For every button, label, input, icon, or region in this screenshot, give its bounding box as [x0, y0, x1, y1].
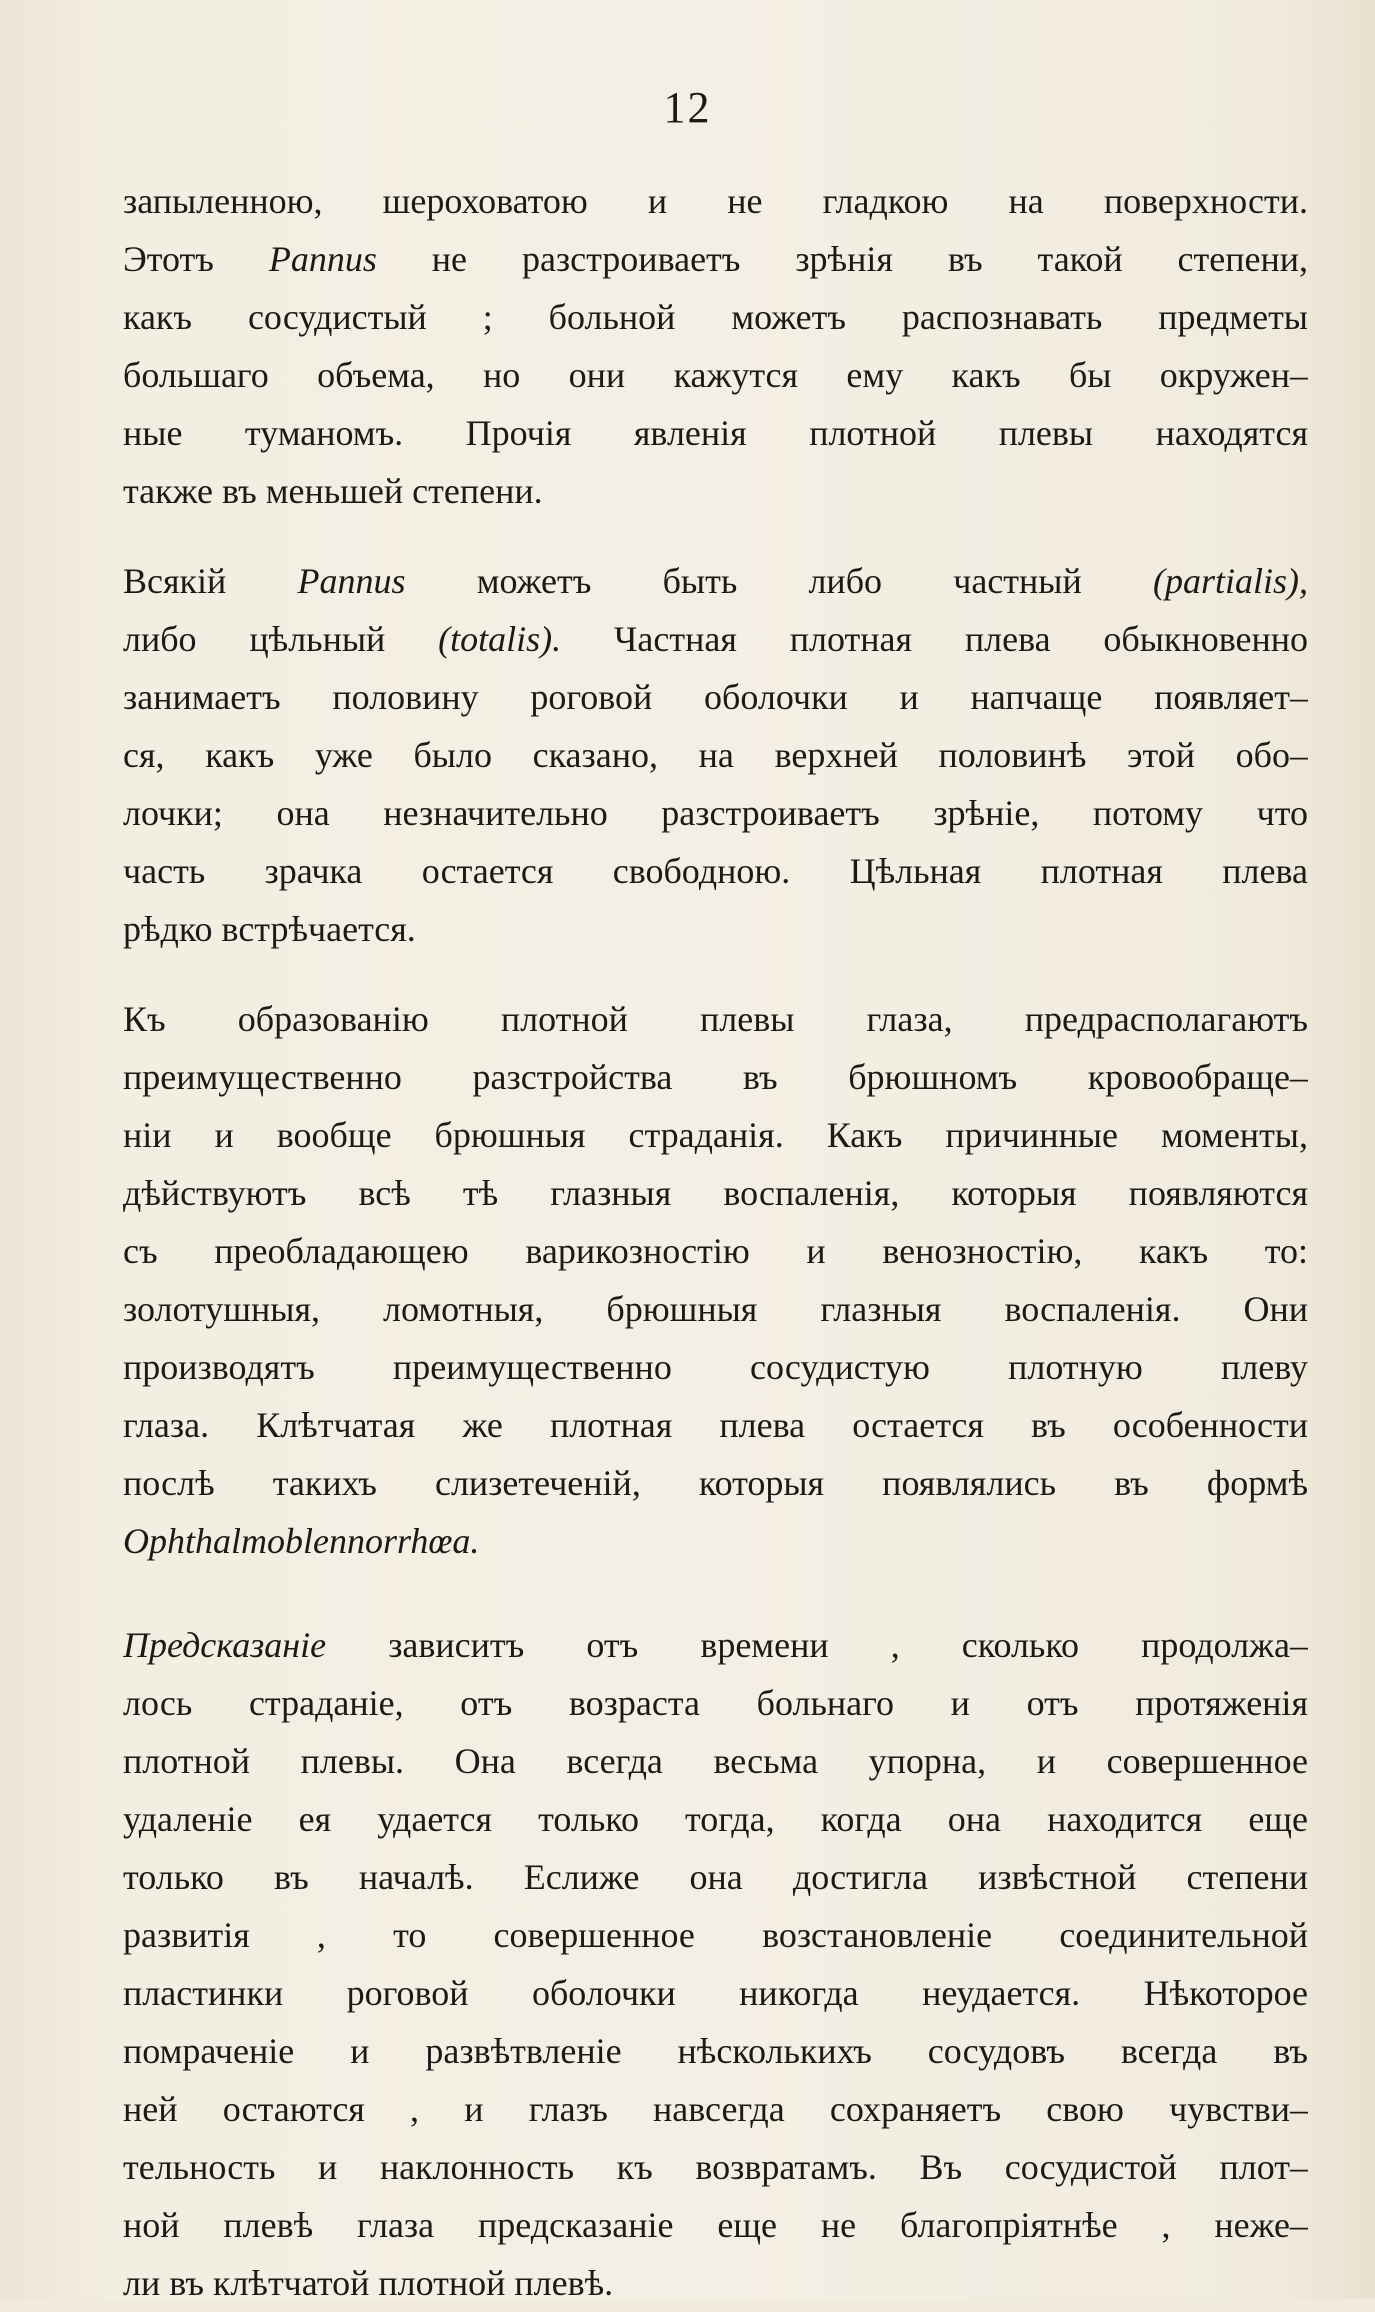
text-line	[123, 1396, 1308, 1454]
text-line	[123, 1616, 1308, 1674]
text-line	[123, 900, 1308, 958]
text-run: тельность и наклонность къ возвратамъ. Въ сосудистой плот–	[123, 2147, 1308, 2187]
text-run: ней остаются , и глазъ навсегда сохраняетъ свою чувстви–	[123, 2089, 1308, 2129]
text-line	[123, 1906, 1308, 1964]
text-run: ные туманомъ. Прочія явленія плотной плевы находятся	[123, 413, 1308, 453]
text-run: развитія , то совершенное возстановленіе соединительной	[123, 1915, 1308, 1955]
text-line	[123, 726, 1308, 784]
text-line	[123, 1790, 1308, 1848]
text-line	[123, 1338, 1308, 1396]
text-line	[123, 346, 1308, 404]
text-run: плотной плевы. Она всегда весьма упорна, и совершенное	[123, 1741, 1308, 1781]
text-line	[123, 1164, 1308, 1222]
text-line	[123, 842, 1308, 900]
text-line	[123, 1048, 1308, 1106]
text-run: ніи и вообще брюшныя страданія. Какъ причинные моменты,	[123, 1115, 1308, 1155]
text-run: послѣ такихъ слизетеченій, которыя появлялись въ формѣ	[123, 1463, 1308, 1503]
text-run: золотушныя, ломотныя, брюшныя глазныя воспаленія. Они	[123, 1289, 1308, 1329]
paragraph	[123, 172, 1308, 520]
text-line	[123, 2080, 1308, 2138]
italic-term: (partialis),	[1152, 561, 1308, 601]
text-line	[123, 1964, 1308, 2022]
text-line	[123, 1454, 1308, 1512]
text-run: лось страданіе, отъ возраста больнаго и отъ протяженія	[123, 1683, 1308, 1723]
text-line	[123, 1674, 1308, 1732]
paragraph	[123, 990, 1308, 1570]
text-run: помраченіе и развѣтвленіе нѣсколькихъ сосудовъ всегда въ	[123, 2031, 1308, 2071]
text-line	[123, 990, 1308, 1048]
paragraph	[123, 552, 1308, 958]
text-run: Частная плотная плева обыкновенно	[561, 619, 1308, 659]
italic-term: Pannus	[268, 239, 377, 279]
italic-term: Предсказаніе	[123, 1625, 327, 1665]
text-run: также въ меньшей степени.	[123, 471, 543, 511]
text-run: большаго объема, но они кажутся ему какъ бы окружен–	[123, 355, 1308, 395]
text-line	[123, 2022, 1308, 2080]
text-line	[123, 2254, 1308, 2312]
text-run: можетъ быть либо частный	[405, 561, 1153, 601]
text-run: не разстроиваетъ зрѣнія въ такой степени,	[376, 239, 1308, 279]
text-run: занимаетъ половину роговой оболочки и напчаще появляет–	[123, 677, 1308, 717]
text-line	[123, 552, 1308, 610]
page-number: 12	[663, 83, 712, 132]
italic-term: Pannus	[297, 561, 406, 601]
text-line	[123, 784, 1308, 842]
text-line	[123, 668, 1308, 726]
text-run: ся, какъ уже было сказано, на верхней половинѣ этой обо–	[123, 735, 1308, 775]
text-run: Этотъ	[123, 239, 269, 279]
text-line	[123, 1106, 1308, 1164]
text-run: производятъ преимущественно сосудистую плотную плеву	[123, 1347, 1308, 1387]
text-line	[123, 610, 1308, 668]
text-line	[123, 2138, 1308, 2196]
text-line	[123, 2196, 1308, 2254]
text-run: запыленною, шероховатою и не гладкою на поверхности.	[123, 181, 1308, 221]
text-run: какъ сосудистый ; больной можетъ распознавать предметы	[123, 297, 1308, 337]
text-run: дѣйствуютъ всѣ тѣ глазныя воспаленія, которыя появляются	[123, 1173, 1308, 1213]
text-line	[123, 230, 1308, 288]
text-line	[123, 404, 1308, 462]
text-run: либо цѣльный	[123, 619, 439, 659]
text-run: съ преобладающею варикозностію и венозностію, какъ то:	[123, 1231, 1308, 1271]
paragraph	[123, 1616, 1308, 2312]
text-line	[123, 288, 1308, 346]
italic-term: (totalis).	[438, 619, 562, 659]
text-run: зависитъ отъ времени , сколько продолжа–	[326, 1625, 1308, 1665]
text-run: преимущественно разстройства въ брюшномъ кровообраще–	[123, 1057, 1308, 1097]
text-run: лочки; она незначительно разстроиваетъ зрѣніе, потому что	[123, 793, 1308, 833]
text-run: Всякій	[123, 561, 298, 601]
italic-term: Ophthalmoblennorrhœa.	[123, 1521, 480, 1561]
text-line	[123, 172, 1308, 230]
text-run: ли въ клѣтчатой плотной плевѣ.	[123, 2263, 614, 2303]
text-run: ной плевѣ глаза предсказаніе еще не благопріятнѣе , неже–	[123, 2205, 1308, 2245]
body-text	[123, 172, 1308, 2312]
text-run: рѣдко встрѣчается.	[123, 909, 416, 949]
text-run: удаленіе ея удается только тогда, когда она находится еще	[123, 1799, 1308, 1839]
text-line	[123, 462, 1308, 520]
text-line	[123, 1222, 1308, 1280]
text-run: только въ началѣ. Еслиже она достигла извѣстной степени	[123, 1857, 1308, 1897]
text-line	[123, 1280, 1308, 1338]
text-run: Къ образованію плотной плевы глаза, предрасполагаютъ	[123, 999, 1308, 1039]
text-run: глаза. Клѣтчатая же плотная плева остается въ особенности	[123, 1405, 1308, 1445]
text-line	[123, 1732, 1308, 1790]
text-line	[123, 1848, 1308, 1906]
text-line	[123, 1512, 1308, 1570]
text-run: пластинки роговой оболочки никогда неудается. Нѣкоторое	[123, 1973, 1308, 2013]
text-run: часть зрачка остается свободною. Цѣльная плотная плева	[123, 851, 1308, 891]
